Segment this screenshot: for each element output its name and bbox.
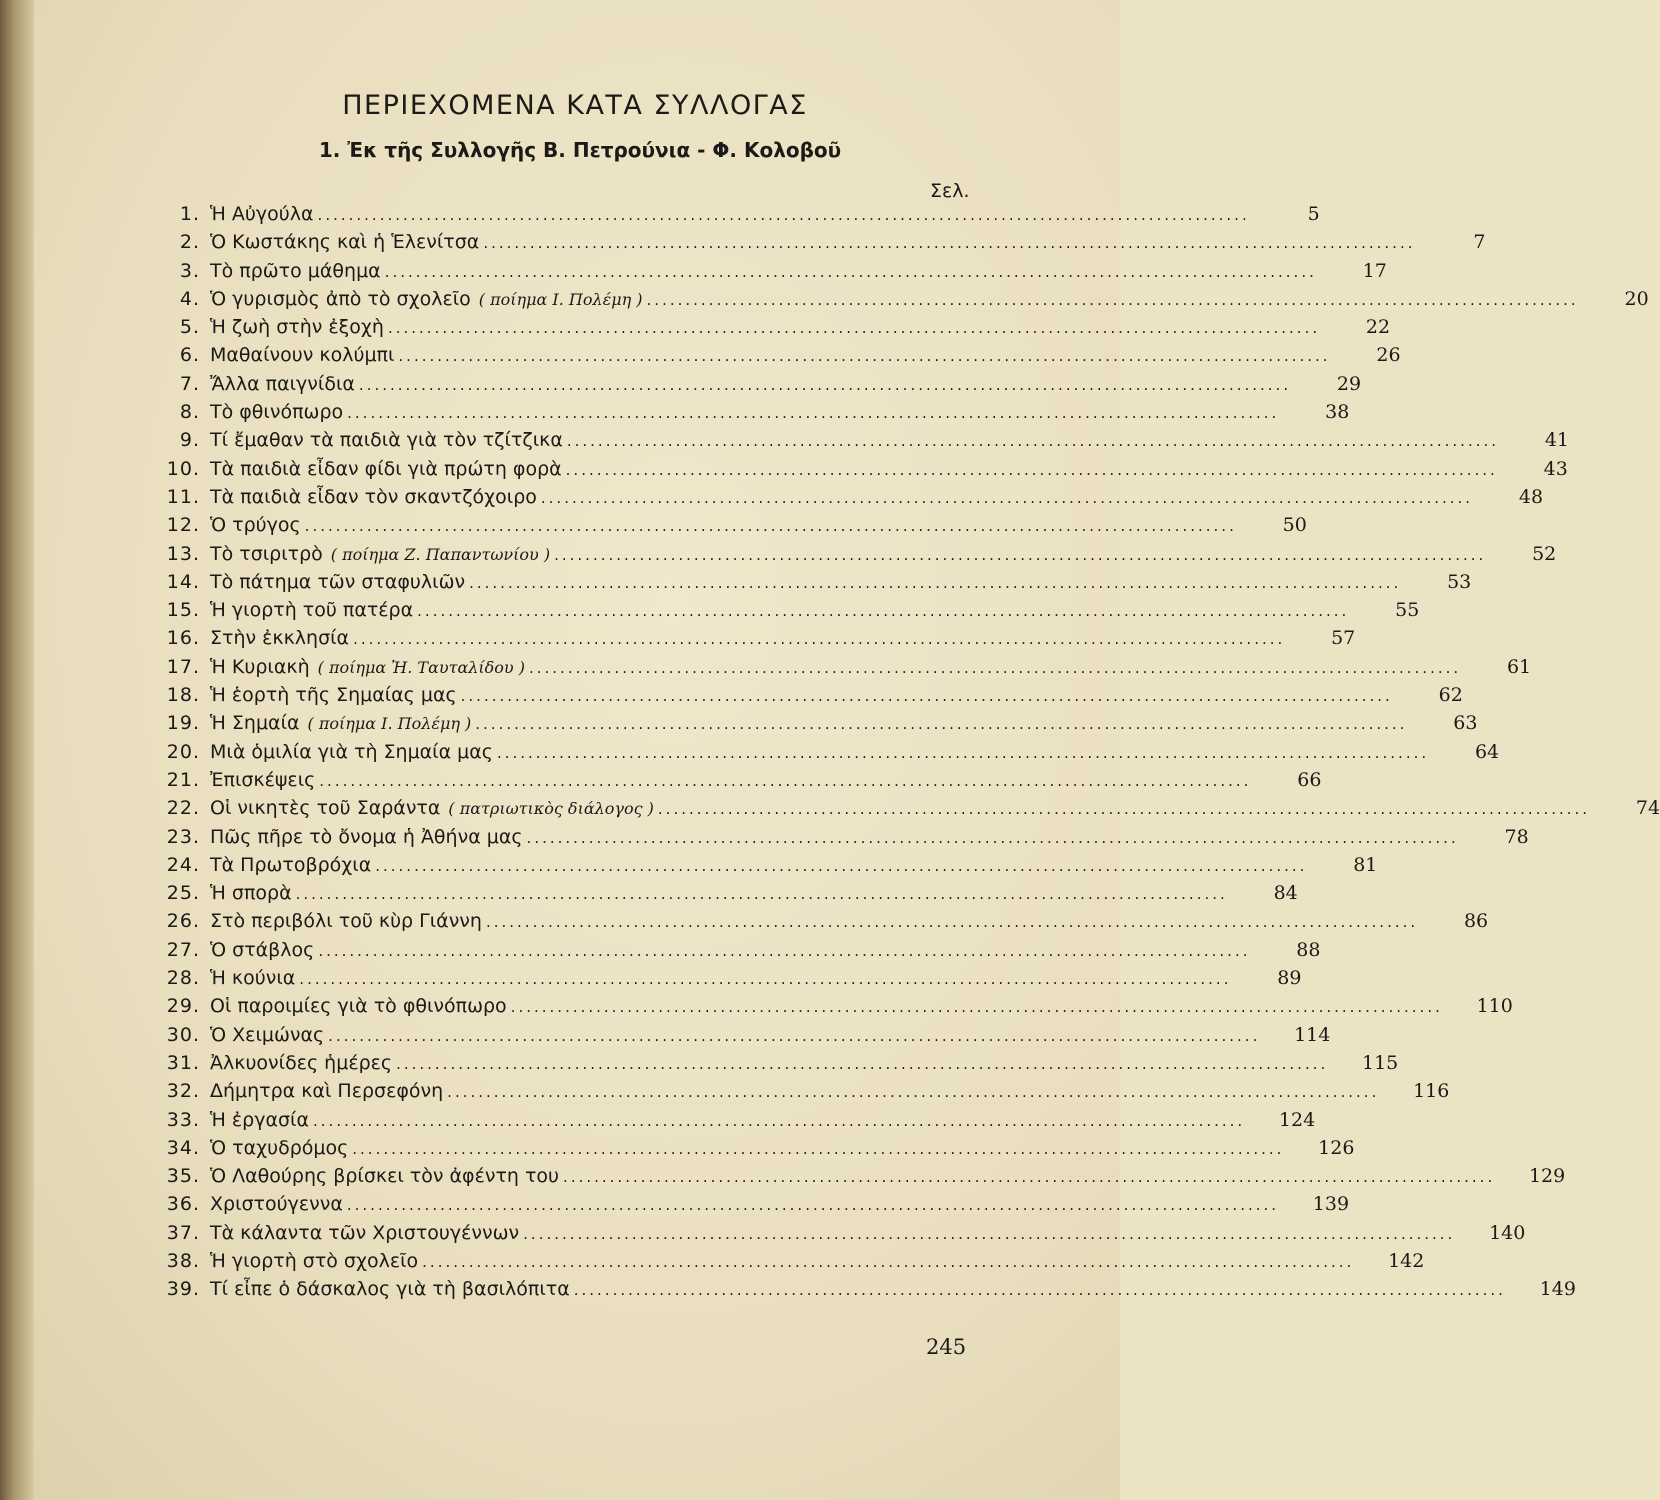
page-title: ΠΕΡΙΕΧΟΜΕΝΑ ΚΑΤΑ ΣΥΛΛΟΓΑΣ xyxy=(342,90,808,121)
toc-entry xyxy=(140,568,1472,596)
toc-entry xyxy=(140,1106,1316,1134)
toc-entry-body xyxy=(200,681,1405,710)
toc-entry-title: Τὰ Πρωτοβρόχια xyxy=(210,853,372,876)
toc-entry xyxy=(140,766,1322,794)
toc-entry xyxy=(140,1021,1331,1049)
toc-entry-body xyxy=(200,1134,1296,1163)
toc-entry-body xyxy=(200,738,1441,767)
toc-entry xyxy=(140,398,1350,426)
toc-entry-body xyxy=(200,455,1510,484)
toc-entry-number: 37. xyxy=(166,1221,200,1244)
toc-entry-page: 64 xyxy=(1474,740,1500,763)
toc-entry-body xyxy=(200,879,1240,908)
toc-entry-title: Χριστούγεννα xyxy=(210,1193,343,1216)
toc-entry-number: 17. xyxy=(166,655,200,678)
toc-entry-number: 23. xyxy=(166,825,200,848)
toc-entry-body xyxy=(200,624,1297,653)
toc-entry-title: Στὸ περιβόλι τοῦ κὺρ Γιάννη xyxy=(210,910,482,933)
toc-entry xyxy=(140,455,1568,483)
dot-leader: ........................................................................................................................ xyxy=(657,800,1591,819)
dot-leader: ........................................................................................................................ xyxy=(387,319,1321,338)
dot-leader: ........................................................................................................................ xyxy=(358,375,1292,394)
toc-entry-body xyxy=(200,1219,1467,1248)
toc-entry-body xyxy=(200,370,1303,399)
toc-entry-page: 22 xyxy=(1365,316,1391,339)
dot-leader: ........................................................................................................................ xyxy=(485,913,1419,932)
table-of-contents xyxy=(140,200,1660,1304)
toc-entry-page: 126 xyxy=(1318,1136,1355,1159)
toc-entry-number: 18. xyxy=(166,684,200,707)
page-number: 245 xyxy=(926,1335,967,1359)
dot-leader: ........................................................................................................................ xyxy=(483,234,1416,253)
toc-entry xyxy=(140,1134,1355,1162)
toc-entry-page: 110 xyxy=(1476,995,1513,1018)
toc-entry-number: 8. xyxy=(179,401,200,424)
toc-entry-body xyxy=(200,992,1455,1021)
toc-entry-title: Ἡ Σημαία xyxy=(210,712,300,735)
toc-entry xyxy=(140,936,1321,964)
dot-leader: ........................................................................................................................ xyxy=(352,1139,1285,1158)
book-binding-edge xyxy=(0,0,34,1500)
toc-entry-page: 7 xyxy=(1473,231,1486,254)
toc-entry xyxy=(140,483,1544,511)
dot-leader: ........................................................................................................................ xyxy=(317,206,1250,224)
toc-entry-page: 43 xyxy=(1543,457,1568,480)
toc-entry-page: 5 xyxy=(1307,203,1320,225)
toc-entry-page: 115 xyxy=(1361,1051,1399,1074)
toc-entry-page: 124 xyxy=(1278,1108,1316,1131)
dot-leader: ........................................................................................................................ xyxy=(563,1168,1496,1187)
toc-entry-number: 6. xyxy=(179,344,200,367)
dot-leader: ........................................................................................................................ xyxy=(396,1054,1329,1073)
toc-entry-page: 114 xyxy=(1294,1023,1331,1046)
toc-entry-number: 3. xyxy=(179,259,200,282)
toc-entry xyxy=(140,1049,1399,1077)
toc-entry-title: Οἱ νικητὲς τοῦ Σαράντα xyxy=(210,797,441,820)
toc-entry-number: 36. xyxy=(166,1193,200,1216)
toc-entry-page: 17 xyxy=(1362,259,1387,282)
toc-entry-body xyxy=(200,540,1498,569)
dot-leader: ........................................................................................................................ xyxy=(313,1111,1246,1130)
toc-entry-page: 63 xyxy=(1453,712,1478,735)
toc-entry-number: 1. xyxy=(179,203,200,225)
toc-entry-body xyxy=(200,257,1329,286)
toc-entry-body xyxy=(200,709,1419,738)
dot-leader: ........................................................................................................................ xyxy=(646,290,1579,309)
toc-entry-page: 53 xyxy=(1447,570,1472,593)
toc-entry-number: 28. xyxy=(166,967,200,990)
toc-entry-number: 24. xyxy=(166,853,200,876)
toc-entry-body xyxy=(200,964,1243,993)
toc-entry-body xyxy=(200,794,1602,823)
toc-entry-title: Ἡ κούνια xyxy=(210,967,296,990)
toc-entry-title: Τὰ παιδιὰ εἶδαν τὸν σκαντζόχοιρο xyxy=(210,485,537,508)
toc-entry-page: 140 xyxy=(1489,1221,1526,1244)
toc-entry-title: Δήμητρα καὶ Περσεφόνη xyxy=(210,1080,444,1103)
dot-leader: ........................................................................................................................ xyxy=(319,771,1252,790)
toc-entry xyxy=(140,257,1387,285)
dot-leader: ........................................................................................................................ xyxy=(295,885,1228,904)
toc-entry xyxy=(140,1275,1576,1303)
toc-entry xyxy=(140,709,1478,737)
dot-leader: ........................................................................................................................ xyxy=(447,1083,1380,1102)
dot-leader: ........................................................................................................................ xyxy=(353,630,1286,649)
toc-entry-title: Ὁ Λαθούρης βρίσκει τὸν ἀφέντη του xyxy=(210,1165,560,1188)
toc-entry xyxy=(140,200,1320,228)
toc-entry-note: ( ποίημα Ἠ. Ταυταλίδου ) xyxy=(317,657,525,677)
toc-entry-title: Ὁ Κωστάκης καὶ ἡ Ἑλενίτσα xyxy=(210,231,480,254)
toc-entry-body xyxy=(200,766,1263,795)
toc-entry xyxy=(140,596,1420,624)
toc-entry xyxy=(140,1077,1450,1105)
toc-entry-page: 29 xyxy=(1336,372,1362,395)
toc-entry-body xyxy=(200,1021,1272,1050)
toc-entry-title: Ἡ Αὐγούλα xyxy=(210,203,314,225)
toc-entry-title: Τὰ παιδιὰ εἶδαν φίδι γιὰ πρώτη φορὰ xyxy=(210,457,562,480)
toc-entry-body xyxy=(200,568,1413,597)
toc-entry xyxy=(140,907,1489,935)
toc-entry-page: 116 xyxy=(1413,1080,1450,1103)
toc-entry-body xyxy=(200,936,1262,965)
dot-leader: ........................................................................................................................ xyxy=(475,715,1408,734)
toc-entry xyxy=(140,313,1391,341)
toc-entry-number: 15. xyxy=(166,599,200,622)
toc-entry-title: Ἡ σπορὰ xyxy=(210,882,292,905)
toc-entry xyxy=(140,992,1513,1020)
toc-entry-page: 84 xyxy=(1273,882,1298,905)
toc-entry-body xyxy=(200,1049,1340,1078)
toc-entry-number: 34. xyxy=(166,1136,200,1159)
toc-entry xyxy=(140,653,1532,681)
toc-entry-number: 35. xyxy=(166,1165,200,1188)
toc-entry-number: 19. xyxy=(166,712,200,735)
toc-entry xyxy=(140,1190,1350,1218)
toc-entry-page: 48 xyxy=(1518,485,1544,508)
toc-entry-number: 30. xyxy=(166,1023,200,1046)
toc-entry-page: 66 xyxy=(1297,768,1322,791)
toc-entry-page: 52 xyxy=(1532,542,1557,565)
toc-entry-number: 32. xyxy=(166,1080,200,1103)
toc-entry-title: Ἀλκυονίδες ἡμέρες xyxy=(210,1051,393,1074)
toc-entry-body xyxy=(200,1247,1366,1276)
toc-entry-note: ( ποίημα Ζ. Παπαντωνίου ) xyxy=(330,544,551,564)
toc-entry xyxy=(140,341,1401,369)
toc-entry-page: 149 xyxy=(1539,1278,1576,1301)
toc-entry-number: 39. xyxy=(166,1278,200,1301)
toc-entry-number: 38. xyxy=(166,1249,200,1272)
toc-entry-page: 74 xyxy=(1635,797,1660,820)
toc-entry xyxy=(140,540,1557,568)
toc-entry-body xyxy=(200,511,1249,540)
toc-entry-number: 14. xyxy=(166,570,200,593)
toc-entry-title: Μιὰ ὁμιλία γιὰ τὴ Σημαία μας xyxy=(210,740,493,763)
dot-leader: ........................................................................................................................ xyxy=(460,687,1393,706)
toc-entry-title: Ἡ ἑορτὴ τῆς Σημαίας μας xyxy=(210,684,457,707)
toc-entry-title: Ὁ ταχυδρόμος xyxy=(210,1136,349,1159)
toc-entry-page: 81 xyxy=(1353,853,1378,876)
toc-entry-number: 31. xyxy=(166,1051,200,1074)
dot-leader: ........................................................................................................................ xyxy=(299,970,1232,989)
toc-entry-title: Τὰ κάλαντα τῶν Χριστουγέννων xyxy=(210,1221,520,1244)
toc-entry-page: 89 xyxy=(1277,967,1302,990)
dot-leader: ........................................................................................................................ xyxy=(526,828,1459,847)
toc-entry-title: Στὴν ἐκκλησία xyxy=(210,627,350,650)
toc-entry-title: Τὸ πάτημα τῶν σταφυλιῶν xyxy=(210,570,466,593)
toc-entry-page: 57 xyxy=(1331,627,1356,650)
toc-entry-number: 22. xyxy=(166,797,200,820)
toc-entry-title: Ἡ γιορτὴ τοῦ πατέρα xyxy=(210,599,414,622)
toc-entry-body xyxy=(200,596,1361,625)
toc-entry-title: Οἱ παροιμίες γιὰ τὸ φθινόπωρο xyxy=(210,995,507,1018)
page-column-header: Σελ. xyxy=(930,180,970,202)
toc-entry-number: 25. xyxy=(166,882,200,905)
toc-entry-page: 20 xyxy=(1624,287,1649,310)
toc-entry-page: 41 xyxy=(1544,429,1570,452)
toc-entry-body xyxy=(200,851,1319,880)
dot-leader: ........................................................................................................................ xyxy=(304,517,1237,536)
dot-leader: ........................................................................................................................ xyxy=(469,573,1402,592)
toc-entry xyxy=(140,879,1298,907)
toc-entry xyxy=(140,1162,1566,1190)
toc-entry xyxy=(140,964,1302,992)
toc-entry-title: Τί ἔμαθαν τὰ παιδιὰ γιὰ τὸν τζίτζικα xyxy=(210,429,563,452)
toc-entry-body xyxy=(200,1162,1507,1191)
toc-entry-number: 10. xyxy=(166,457,200,480)
toc-entry-title: Μαθαίνουν κολύμπι xyxy=(210,344,395,367)
dot-leader: ........................................................................................................................ xyxy=(554,545,1487,564)
toc-entry-page: 129 xyxy=(1528,1165,1566,1188)
toc-entry xyxy=(140,681,1463,709)
toc-entry-title: Τί εἶπε ὁ δάσκαλος γιὰ τὴ βασιλόπιτα xyxy=(210,1278,570,1301)
dot-leader: ........................................................................................................................ xyxy=(528,658,1462,677)
dot-leader: ........................................................................................................................ xyxy=(346,1196,1280,1215)
toc-entry-body xyxy=(200,341,1343,370)
toc-entry xyxy=(140,370,1362,398)
toc-entry-title: Ἡ Κυριακὴ xyxy=(210,655,310,678)
toc-entry-title: Ἡ ζωὴ στὴν ἐξοχὴ xyxy=(210,316,384,339)
dot-leader: ........................................................................................................................ xyxy=(384,262,1317,281)
toc-entry-body xyxy=(200,1077,1391,1106)
toc-entry-number: 20. xyxy=(166,740,200,763)
toc-entry xyxy=(140,1219,1526,1247)
dot-leader: ........................................................................................................................ xyxy=(510,998,1443,1017)
toc-entry xyxy=(140,794,1660,822)
toc-entry-number: 2. xyxy=(179,231,200,254)
dot-leader: ........................................................................................................................ xyxy=(422,1252,1355,1271)
toc-entry-body xyxy=(200,1190,1291,1219)
toc-entry-page: 86 xyxy=(1463,910,1489,933)
toc-entry-body xyxy=(200,313,1332,342)
toc-entry-body xyxy=(200,907,1430,936)
toc-entry-title: Ἡ ἐργασία xyxy=(210,1108,310,1131)
toc-entry-title: Ὁ στάβλος xyxy=(210,938,315,961)
toc-entry-number: 29. xyxy=(166,995,200,1018)
toc-entry xyxy=(140,624,1356,652)
toc-entry-body xyxy=(200,483,1485,512)
dot-leader: ........................................................................................................................ xyxy=(347,404,1280,423)
toc-entry-number: 33. xyxy=(166,1108,200,1131)
toc-entry-body xyxy=(200,1275,1518,1304)
toc-entry-title: Ὁ Χειμώνας xyxy=(210,1023,325,1046)
dot-leader: ........................................................................................................................ xyxy=(398,347,1331,366)
toc-entry-page: 50 xyxy=(1282,514,1307,537)
toc-entry-number: 11. xyxy=(166,485,200,508)
toc-entry xyxy=(140,228,1486,256)
toc-entry xyxy=(140,511,1307,539)
toc-entry-page: 139 xyxy=(1312,1193,1350,1216)
toc-entry-title: Ὁ γυρισμὸς ἀπὸ τὸ σχολεῖο xyxy=(210,287,471,310)
dot-leader: ........................................................................................................................ xyxy=(540,488,1474,507)
dot-leader: ........................................................................................................................ xyxy=(417,602,1350,621)
toc-entry xyxy=(140,738,1500,766)
toc-entry-page: 55 xyxy=(1395,599,1420,622)
toc-entry-body xyxy=(200,200,1262,229)
toc-entry xyxy=(140,851,1378,879)
toc-entry-body xyxy=(200,823,1471,852)
toc-entry-number: 5. xyxy=(179,316,200,339)
toc-entry-body xyxy=(200,228,1427,257)
toc-entry-page: 61 xyxy=(1506,655,1532,678)
collection-subtitle: 1. Ἐκ τῆς Συλλογῆς Β. Πετρούνια - Φ. Κολοβοῦ xyxy=(318,138,842,162)
toc-entry-number: 27. xyxy=(166,938,200,961)
toc-entry-number: 9. xyxy=(179,429,200,452)
toc-entry-title: Τὸ πρῶτο μάθημα xyxy=(210,259,381,282)
toc-entry-note: ( ποίημα Ι. Πολέμη ) xyxy=(478,289,643,309)
toc-entry-number: 12. xyxy=(166,514,200,537)
toc-entry-number: 26. xyxy=(166,910,200,933)
toc-entry-title: Ἄλλα παιγνίδια xyxy=(210,372,355,395)
toc-entry-number: 4. xyxy=(179,287,200,310)
dot-leader: ........................................................................................................................ xyxy=(523,1224,1456,1243)
dot-leader: ........................................................................................................................ xyxy=(328,1026,1261,1045)
dot-leader: ........................................................................................................................ xyxy=(496,743,1430,762)
toc-entry-body xyxy=(200,426,1511,455)
toc-entry-title: Πῶς πῆρε τὸ ὄνομα ἡ Ἀθήνα μας xyxy=(210,825,523,848)
toc-entry-body xyxy=(200,285,1591,314)
toc-entry-page: 38 xyxy=(1325,401,1350,424)
toc-entry-page: 142 xyxy=(1388,1249,1425,1272)
toc-entry-note: ( πατριωτικὸς διάλογος ) xyxy=(448,799,654,819)
toc-entry-body xyxy=(200,398,1291,427)
toc-entry xyxy=(140,426,1570,454)
toc-entry xyxy=(140,823,1529,851)
toc-entry-number: 7. xyxy=(179,372,200,395)
toc-entry-page: 78 xyxy=(1504,825,1529,848)
toc-entry-page: 62 xyxy=(1438,684,1463,707)
toc-entry-page: 88 xyxy=(1296,938,1321,961)
dot-leader: ........................................................................................................................ xyxy=(375,856,1308,875)
toc-entry-title: Ἐπισκέψεις xyxy=(210,768,316,791)
dot-leader: ........................................................................................................................ xyxy=(318,941,1251,960)
toc-entry xyxy=(140,285,1649,313)
toc-entry-number: 16. xyxy=(166,627,200,650)
toc-entry-number: 13. xyxy=(166,542,200,565)
dot-leader: ........................................................................................................................ xyxy=(566,432,1500,451)
toc-entry-title: Τὸ φθινόπωρο xyxy=(210,401,344,424)
dot-leader: ........................................................................................................................ xyxy=(565,460,1498,479)
toc-entry-title: Ὁ τρύγος xyxy=(210,514,301,537)
toc-entry-title: Τὸ τσιριτρὸ xyxy=(210,542,323,565)
toc-entry-note: ( ποίημα Ι. Πολέμη ) xyxy=(307,714,472,734)
toc-entry-body xyxy=(200,653,1473,682)
toc-entry-title: Ἡ γιορτὴ στὸ σχολεῖο xyxy=(210,1249,419,1272)
toc-entry xyxy=(140,1247,1425,1275)
toc-entry-number: 21. xyxy=(166,768,200,791)
toc-entry-page: 26 xyxy=(1376,344,1401,367)
toc-entry-body xyxy=(200,1106,1257,1135)
dot-leader: ........................................................................................................................ xyxy=(573,1281,1506,1300)
